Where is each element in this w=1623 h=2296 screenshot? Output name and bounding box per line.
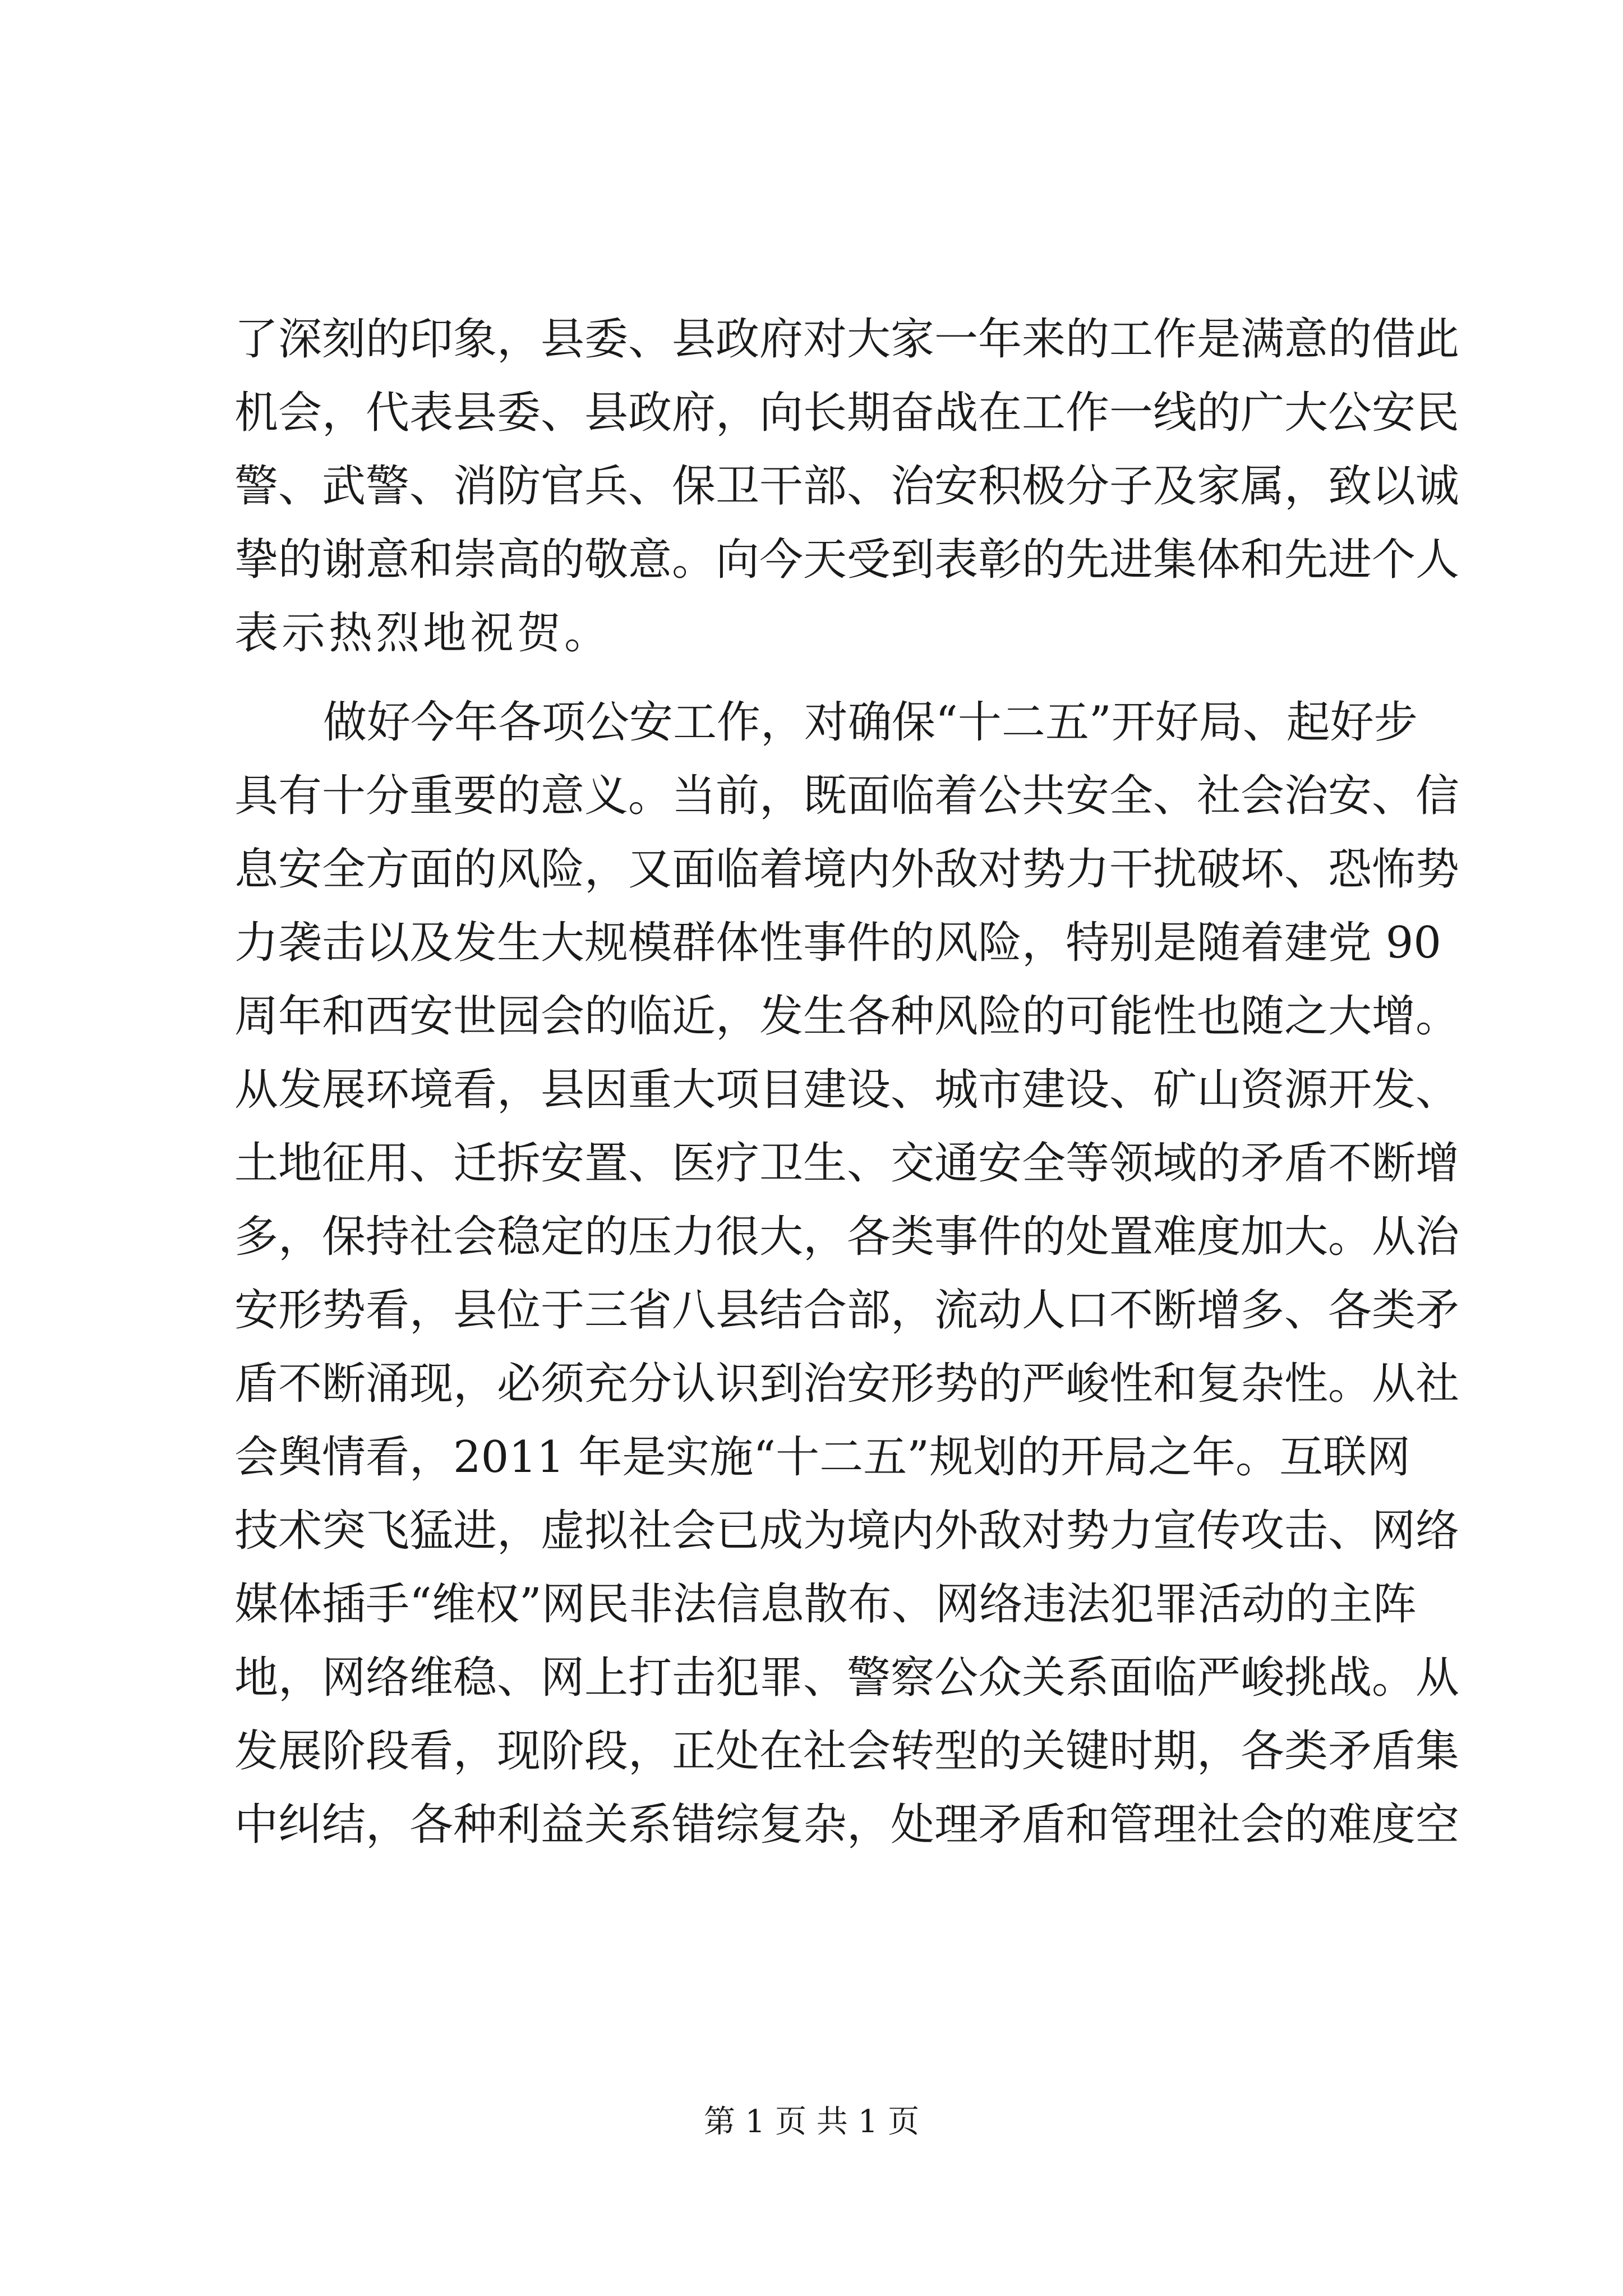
text-line: 表示热烈地祝贺。: [234, 608, 612, 659]
text-line: 机会，代表县委、县政府，向长期奋战在工作一线的广大公安民: [234, 388, 1460, 438]
page-footer: [0, 2102, 1623, 2142]
page-number-label: 第 1 页 共 1 页: [703, 2104, 920, 2140]
text-line: 挚的谢意和崇高的敬意。向今天受到表彰的先进集体和先进个人: [234, 535, 1460, 585]
text-line: 息安全方面的风险，又面临着境内外敌对势力干扰破坏、恐怖势: [234, 844, 1460, 895]
text-line: 具有十分重要的意义。当前，既面临着公共安全、社会治安、信: [234, 771, 1460, 821]
text-line: 地，网络维稳、网上打击犯罪、警察公众关系面临严峻挑战。从: [234, 1653, 1460, 1703]
paragraph-1: [234, 303, 1460, 670]
text-line: 力袭击以及发生大规模群体性事件的风险，特别是随着建党 90: [234, 918, 1442, 968]
text-line: 了深刻的印象，县委、县政府对大家一年来的工作是满意的借此: [234, 314, 1460, 365]
text-line: 盾不断涌现，必须充分认识到治安形势的严峻性和复杂性。从社: [234, 1359, 1460, 1409]
text-line: 技术突飞猛进，虚拟社会已成为境内外敌对势力宣传攻击、网络: [234, 1506, 1460, 1556]
text-line: 媒体插手“维权”网民非法信息散布、网络违法犯罪活动的主阵: [234, 1579, 1417, 1630]
document-body: [234, 303, 1460, 1862]
text-line: 从发展环境看，县因重大项目建设、城市建设、矿山资源开发、: [234, 1065, 1460, 1115]
text-line: 发展阶段看，现阶段，正处在社会转型的关键时期，各类矛盾集: [234, 1726, 1460, 1777]
text-line: 会舆情看，2011 年是实施“十二五”规划的开局之年。互联网: [234, 1432, 1411, 1483]
paragraph-2: [234, 686, 1460, 1862]
text-line: 警、武警、消防官兵、保卫干部、治安积极分子及家属，致以诚: [234, 461, 1460, 512]
text-line: 做好今年各项公安工作，对确保“十二五”开好局、起好步: [323, 697, 1418, 748]
text-line: 中纠结，各种利益关系错综复杂，处理矛盾和管理社会的难度空: [234, 1800, 1460, 1850]
text-line: 多，保持社会稳定的压力很大，各类事件的处置难度加大。从治: [234, 1212, 1460, 1262]
text-line: 土地征用、迁拆安置、医疗卫生、交通安全等领域的矛盾不断增: [234, 1138, 1460, 1189]
text-line: 安形势看，县位于三省八县结合部，流动人口不断增多、各类矛: [234, 1285, 1460, 1336]
text-line: 周年和西安世园会的临近，发生各种风险的可能性也随之大增。: [234, 991, 1460, 1042]
